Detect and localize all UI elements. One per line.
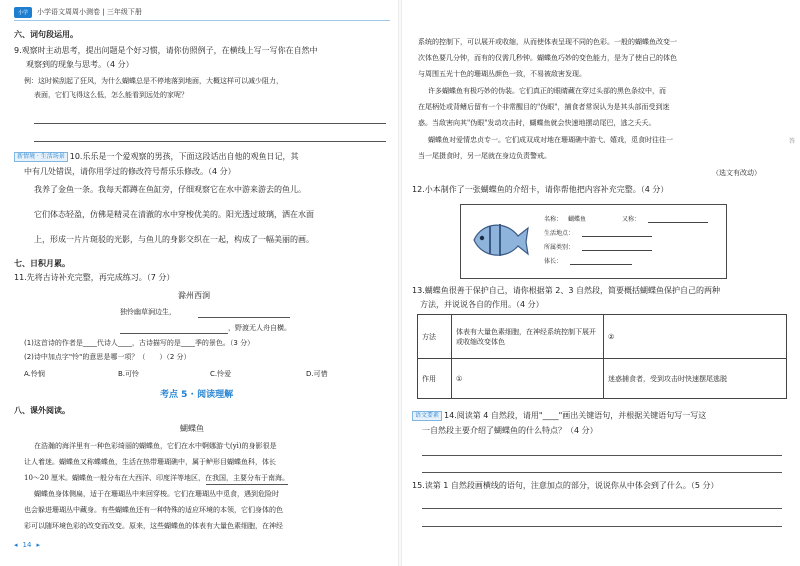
section-heading: 考点 5 · 阅读理解	[160, 390, 234, 400]
q11-sub-1: (1)这首诗的作者是____代诗人____，古诗描写的是____季的景色。（3 分）	[24, 339, 255, 347]
page-dot-icon: ▸	[36, 541, 40, 549]
answer-line[interactable]	[34, 141, 386, 142]
para2-line-3: 彩可以随环境色彩的改变而改变。原来，这些蝴蝶鱼的体表有大量色素细胞，在神经	[24, 522, 283, 530]
underline-mark	[206, 484, 288, 485]
para1-line-1: 在浩瀚的海洋里有一种色彩绮丽的蝴蝶鱼，它们在水中婀娜游弋(yì)的身影很是	[34, 442, 277, 450]
answer-line[interactable]	[422, 508, 782, 509]
table-header-effect: 作用	[418, 359, 452, 399]
header-rule	[14, 20, 390, 21]
cont-line-1: 系统的控制下，可以展开或收缩，从而使体表呈现不同的色彩。一般的蝴蝶鱼改变一	[418, 38, 677, 46]
para5-line-2: 当一尾摄食时，另一尾就在身边负责警戒。	[418, 152, 551, 160]
diary-line-3: 上，形成一片片斑驳的光影，与鱼儿的身影交织在一起，构成了一幅美丽的画。	[34, 235, 314, 244]
card-alias-label: 又称：	[622, 216, 641, 223]
option-d[interactable]: D.可惜	[306, 370, 328, 378]
story-title: 蝴蝶鱼	[180, 424, 204, 433]
para1-line-3: 10～20 厘米。蝴蝶鱼一般分布在大西洋、印度洋等地区，在我国，主要分布于南海。	[24, 474, 290, 482]
card-name-value: 蝴蝶鱼	[568, 216, 587, 223]
q14-line-1	[412, 410, 706, 421]
section-6-title: 六、词句段运用。	[14, 30, 78, 39]
q13-line-2: 方法，并说说各自的作用。（4 分）	[420, 300, 544, 309]
card-alias-blank[interactable]	[648, 222, 708, 223]
fish-illustration	[468, 214, 530, 266]
para4-line-1: 许多蝴蝶鱼有极巧妙的伪装。它们真正的眼睛藏在穿过头部的黑色条纹中，而	[428, 87, 666, 95]
q10-line-1	[14, 151, 298, 162]
q11-line-1: 11.先将古诗补充完整，再完成练习。（7 分）	[14, 273, 175, 282]
card-habitat-blank[interactable]	[582, 236, 652, 237]
header-title: 小学语文周周小测卷 | 三年级下册	[37, 8, 142, 16]
answer-line[interactable]	[34, 123, 386, 124]
cont-line-2: 次体色要几分钟，而有的仅需几秒钟。蝴蝶鱼巧妙的变色能力，是为了使自己的体色	[418, 54, 677, 62]
section-7-title: 七、日积月累。	[14, 259, 70, 268]
q9-line-2: 观察到的现象与思考。（4 分）	[26, 60, 134, 69]
page-header	[14, 5, 142, 19]
para5-line-1: 蝴蝶鱼对爱情忠贞专一。它们成双成对地在珊瑚礁中游弋、嬉戏，觅食时往往一	[428, 136, 673, 144]
table-effect-1[interactable]	[452, 359, 604, 399]
section-8-title: 八、课外阅读。	[14, 406, 70, 415]
table-effect-2: 迷惑捕食者，受到攻击时快速摆尾逃脱	[604, 359, 787, 399]
option-c[interactable]: C.怜爱	[210, 370, 232, 378]
card-class-blank[interactable]	[582, 250, 652, 251]
q9-example-2: 表面，它们飞得这么低，怎么能看到远处的家呢？	[34, 91, 188, 99]
circle-number: ①	[456, 374, 463, 383]
card-length-label: 体长：	[544, 258, 563, 265]
q10-text: 10.乐乐是一个爱观察的男孩，下面这段话出自他的观鱼日记，其	[69, 152, 299, 161]
para2-line-2: 也会躲进珊瑚丛中藏身。有些蝴蝶鱼还有一种特殊的适应环境的本领，它们身体的色	[24, 506, 283, 514]
q12-text: 12.小本制作了一张蝴蝶鱼的介绍卡，请你帮他把内容补充完整。（4 分）	[412, 185, 669, 194]
poem-line-1: 独怜幽草涧边生，	[120, 308, 176, 316]
answer-line[interactable]	[422, 526, 782, 527]
poem-blank-3[interactable]	[120, 333, 228, 334]
q14-line-2: 一自然段主要介绍了蝴蝶鱼的什么特点？（4 分）	[422, 426, 598, 435]
answer-line[interactable]	[422, 472, 782, 473]
q15-text: 15.读第 1 自然段画横线的语句，注意加点的部分，说说你从中体会到了什么。（5 分）	[412, 481, 719, 490]
option-b[interactable]: B.可怜	[118, 370, 140, 378]
para1-line-2: 让人着迷。蝴蝶鱼又称蝶蝶鱼，生活在热带珊瑚礁中，属于鲈形目蝴蝶鱼科，体长	[24, 458, 276, 466]
page-dot-icon: ◂	[14, 541, 18, 549]
para4-line-3: 惑。当敌害向其"伪眼"发动攻击时，蝴蝶鱼就会快速地摆动尾巴，逃之夭夭。	[418, 119, 656, 127]
diary-line-1: 我养了金鱼一条。我每天都蹲在鱼缸旁，仔细观察它在水中游来游去的鱼儿。	[34, 185, 306, 194]
q10-tag: 新情境 · 生活场景	[14, 152, 68, 162]
table-method-2[interactable]	[604, 315, 787, 359]
card-name-label: 名称：	[544, 216, 563, 223]
card-class-label: 所属类别：	[544, 244, 575, 251]
answer-table	[417, 314, 787, 399]
poem-title: 滁州西涧	[178, 291, 210, 300]
q13-line-1: 13.蝴蝶鱼很善于保护自己，请你根据第 2、3 自然段，简要概括蝴蝶鱼保护自己的两种	[412, 286, 720, 295]
q14-text: 14.阅读第 4 自然段，请用"____"画出关键语句，并根据关键语句写一写这	[444, 411, 707, 420]
para2-line-1: 蝴蝶鱼身体侧扁，适于在珊瑚丛中来回穿梭。它们在珊瑚丛中觅食，遇到危险时	[34, 490, 279, 498]
card-length-blank[interactable]	[570, 264, 632, 265]
cont-line-3: 与周围五光十色的珊瑚丛颜色一致，不易被敌害发现。	[418, 70, 586, 78]
page-number-area	[14, 541, 40, 549]
card-habitat-label: 生活地点：	[544, 230, 575, 237]
q11-sub-2: (2)诗中加点字"怜"的意思是哪一项？（ ）（2 分）	[24, 353, 191, 361]
poem-line-4: ，野渡无人舟自横。	[228, 324, 291, 332]
para4-line-2: 在尾柄处或背鳍后留有一个非常醒目的"伪眼"，捕食者常误认为是其头部而受到迷	[418, 103, 670, 111]
table-header-method: 方法	[418, 315, 452, 359]
poem-blank-2[interactable]	[198, 317, 290, 318]
table-method-1: 体表有大量色素细胞，在神经系统控制下展开或收缩改变体色	[452, 315, 604, 359]
source-note: （选文有改动）	[712, 169, 761, 177]
header-badge: 小学	[14, 7, 32, 18]
q9-example-1: 例：这时候刮起了狂风，为什么蝴蝶总是不停地落到地面，大概这样可以减少阻力，	[24, 77, 283, 85]
q9-line-1: 9.观察时主动思考，提出问题是个好习惯，请你仿照例子，在横线上写一写你在自然中	[14, 46, 318, 55]
option-a[interactable]: A.怜悯	[24, 370, 45, 378]
answer-line[interactable]	[422, 455, 782, 456]
q10-line-2: 中有几处错误，请你用学过的修改符号帮乐乐修改。（4 分）	[24, 167, 236, 176]
q14-tag: 语文要素	[412, 411, 442, 421]
side-mark: 答	[789, 138, 796, 145]
page-number: 14	[22, 541, 32, 549]
circle-number: ②	[608, 332, 615, 341]
diary-line-2: 它们体态轻盈，仿佛是精灵在清澈的水中穿梭优美的。阳光透过玻璃，洒在水面	[34, 210, 314, 219]
